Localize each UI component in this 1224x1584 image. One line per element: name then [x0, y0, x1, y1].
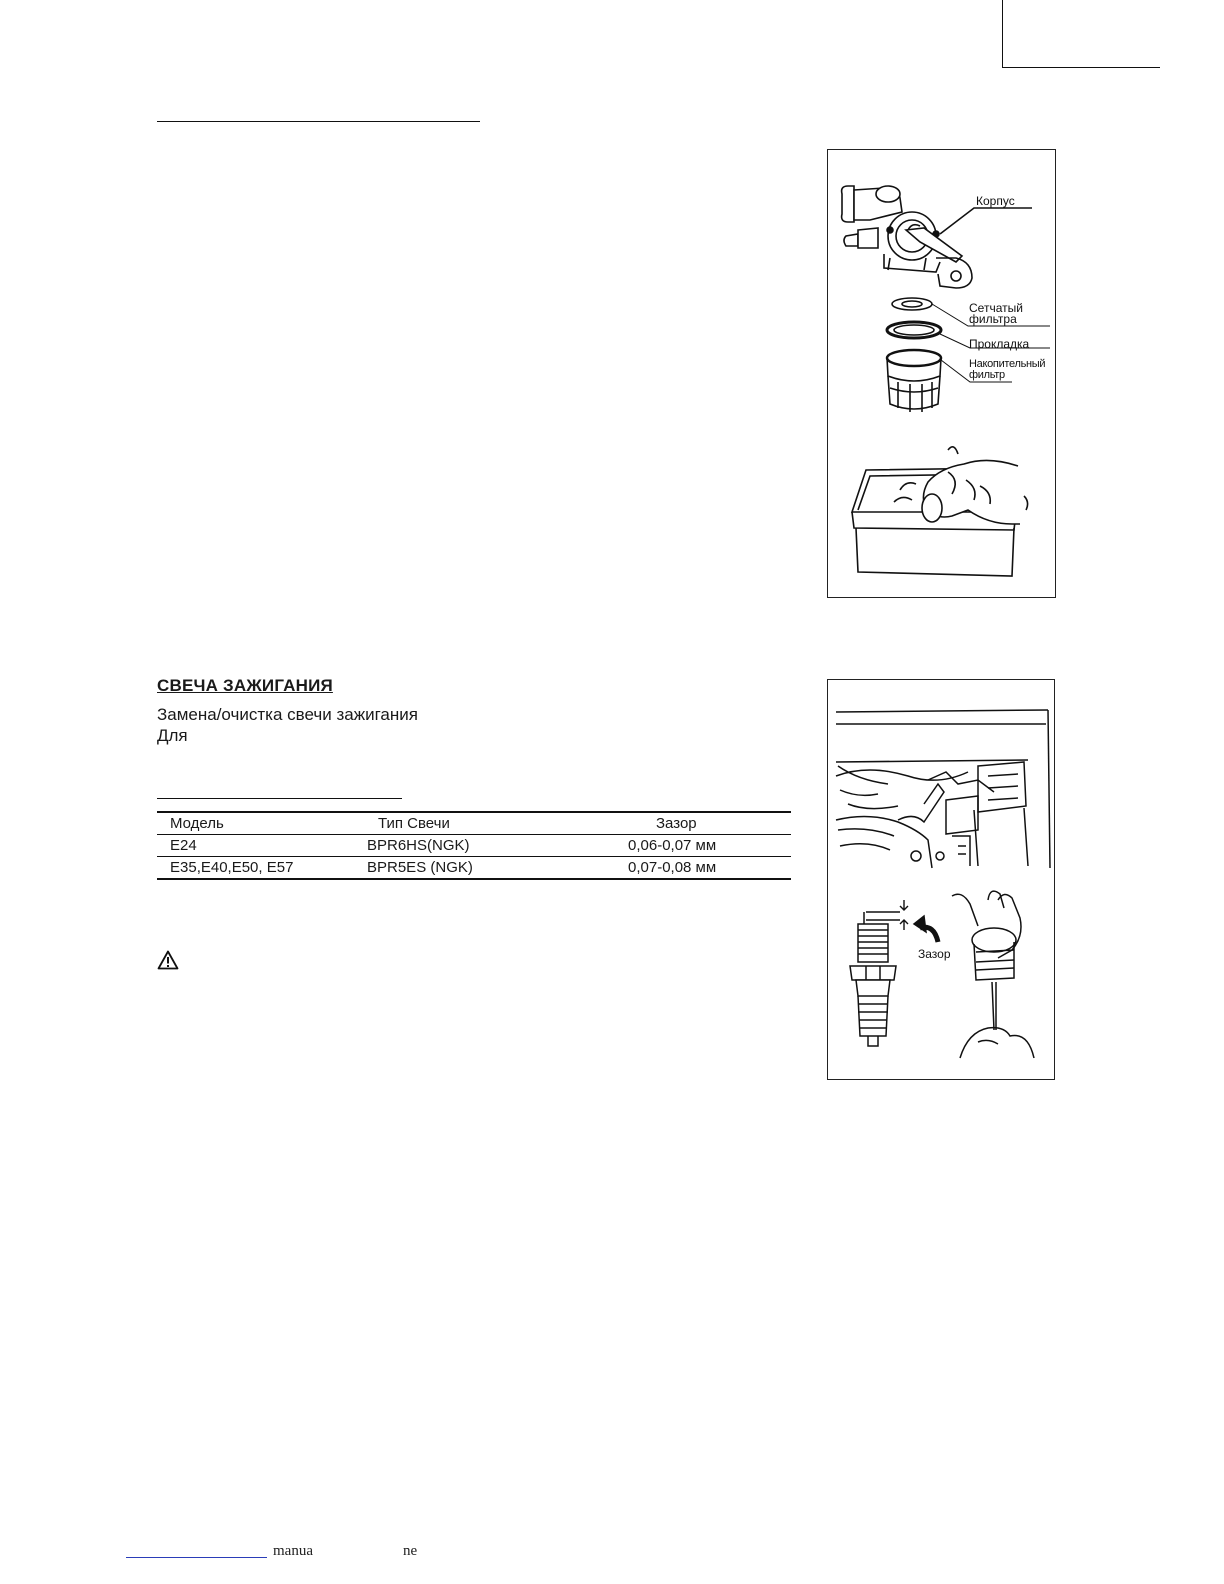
label-body: Корпус [976, 194, 1015, 208]
spark-plug-spec-table [157, 811, 791, 880]
label-gasket: Прокладка [969, 337, 1030, 351]
label-mesh-filter-line2: фильтра [969, 312, 1017, 326]
spark-plug-illustration [828, 680, 1054, 1079]
cell-plug-type: BPR6HS(NGK) [367, 837, 470, 854]
cell-gap: 0,06-0,07 мм [628, 837, 717, 854]
footer-text-part2: ne [403, 1543, 418, 1559]
corner-mark-horizontal [1002, 67, 1160, 68]
label-sediment-filter-line2: фильтр [969, 369, 1005, 381]
footer-link-underline [126, 1557, 267, 1558]
table-header-row [157, 812, 791, 835]
header-gap: Зазор [656, 815, 697, 832]
cell-model: E24 [170, 837, 197, 854]
label-sediment-filter-line1: Накопительный [969, 358, 1046, 370]
cell-model: E35,E40,E50, E57 [170, 859, 294, 876]
cell-gap: 0,07-0,08 мм [628, 859, 717, 876]
section-rule-top [157, 121, 480, 122]
table-row [157, 835, 791, 857]
label-gap: Зазор [918, 947, 951, 961]
table-row [157, 857, 791, 880]
table-title-rule [157, 798, 402, 799]
section-heading-spark-plug: СВЕЧА ЗАЖИГАНИЯ [157, 676, 333, 695]
spark-plug-text-line1: Замена/очистка свечи зажигания [157, 705, 418, 724]
label-mesh-filter-line1: Сетчатый [969, 301, 1023, 315]
footer-text-part1: manua [273, 1543, 313, 1559]
cell-plug-type: BPR5ES (NGK) [367, 859, 473, 876]
spark-plug-figure [827, 679, 1055, 1080]
header-plug-type: Тип Свечи [378, 815, 450, 832]
spark-plug-text-line2: Для [157, 726, 188, 745]
fuel-valve-illustration [828, 150, 1055, 597]
header-model: Модель [170, 815, 224, 832]
corner-mark-vertical [1002, 0, 1003, 68]
warning-icon [157, 950, 179, 970]
fuel-filter-figure [827, 149, 1056, 598]
